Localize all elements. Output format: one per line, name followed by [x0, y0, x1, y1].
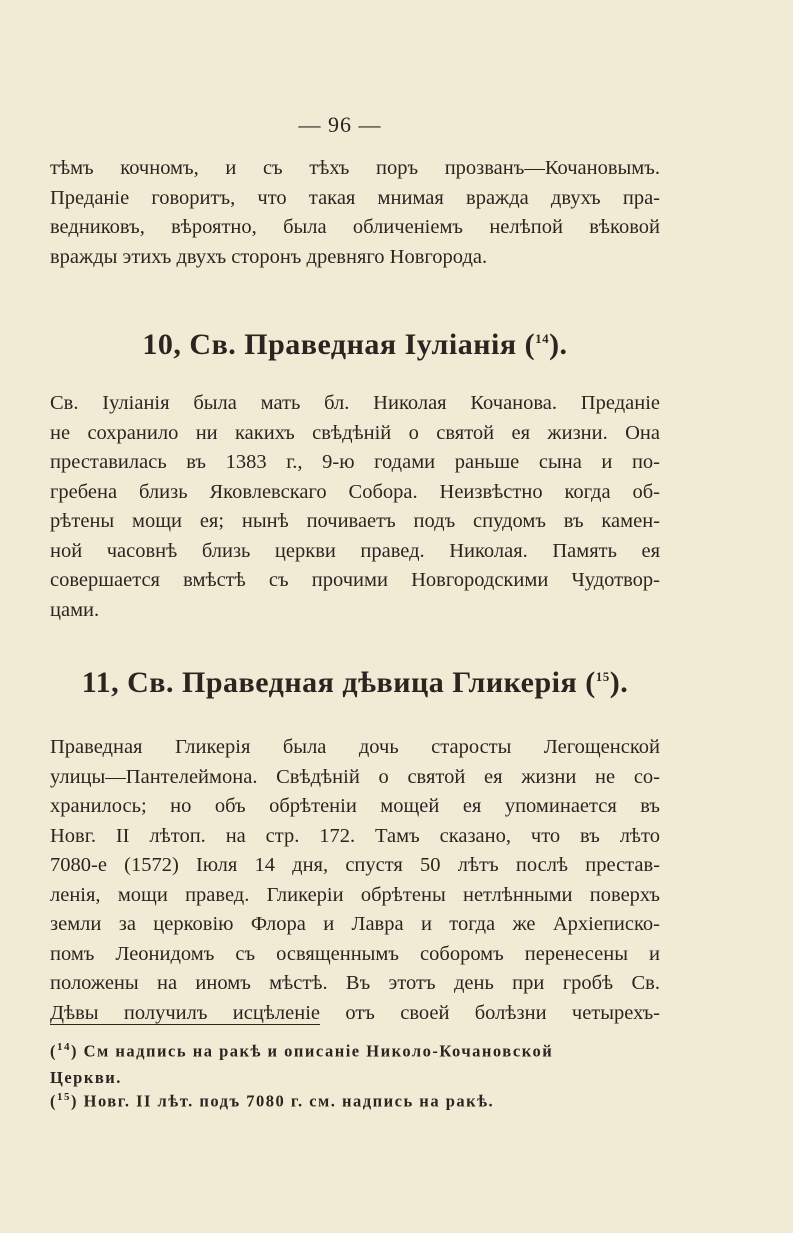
text-line: ведниковъ, вѣроятно, была обличеніемъ нелѣпой вѣковой: [50, 216, 660, 238]
heading-text-end: ).: [549, 328, 568, 361]
heading-text: 10, Св. Праведная Іуліанія (: [142, 328, 536, 361]
text-line: Преданіе говоритъ, что такая мнимая вражда двухъ пра-: [50, 186, 660, 209]
footnote-text-continued: Церкви.: [50, 1067, 122, 1087]
text-line: гребена близь Яковлевскаго Собора. Неизвѣстно когда об-: [50, 480, 660, 503]
text-line: совершается вмѣстѣ съ прочими Новгородскими Чудотвор-: [50, 569, 660, 591]
text-line: ленія, мощи правед. Гликеріи обрѣтены нетлѣнными поверхъ: [50, 883, 660, 906]
text-line: ной часовнѣ близь церкви правед. Николая. Память ея: [50, 539, 660, 562]
text-line: не сохранило ни какихъ свѣдѣній о святой ея жизни. Она: [50, 421, 660, 444]
text-line: рѣтены мощи ея; нынѣ почиваетъ подъ спудомъ въ камен-: [50, 510, 660, 532]
footnote-text: ) См надпись на ракѣ и описаніе Николо-Кочановской: [71, 1041, 554, 1061]
text-line: Праведная Гликерія была дочь старосты Легощенской: [50, 736, 660, 758]
footnote-text: ) Новг. II лѣт. подъ 7080 г. см. надпись на ракѣ.: [71, 1091, 495, 1111]
text-line: Дѣвы получилъ исцѣленіе отъ своей болѣзни четырехъ-: [50, 1001, 660, 1024]
text-line: Новг. II лѣтоп. на стр. 172. Тамъ сказано, что въ лѣто: [50, 824, 660, 847]
text-line: тѣмъ кочномъ, и съ тѣхъ поръ прозванъ—Кочановымъ.: [50, 157, 660, 179]
section-heading-11: [50, 666, 660, 700]
footnote-number: 14: [57, 1041, 71, 1053]
text-line: цами.: [50, 598, 100, 621]
footnote-15: ($^{15}$) Новг. II лѣт. подъ 7080 г. см. надпись на ракѣ.: [50, 1091, 495, 1111]
footnote-ref: 15: [595, 669, 610, 684]
intro-paragraph: [50, 154, 660, 272]
text-line: земли за церковію Флора и Лавра и тогда же Архіеписко-: [50, 913, 660, 935]
section-11-paragraph: [50, 733, 660, 1028]
heading-text-end: ).: [609, 666, 629, 699]
page-number: — 96 —: [298, 112, 382, 137]
text-line: вражды этихъ двухъ сторонъ древняго Новгорода.: [50, 245, 488, 268]
section-heading-10: [50, 328, 660, 362]
footnote-14: ($^{14}$) См надпись на ракѣ и описаніе Николо-Кочановской Церкви.: [50, 1034, 660, 1091]
text-line: положены на иномъ мѣстѣ. Въ этотъ день при гробѣ Св.: [50, 972, 660, 994]
text-line: хранилось; но объ обрѣтеніи мощей ея упоминается въ: [50, 795, 660, 817]
heading-text: 11, Св. Праведная дѣвица Гликерія (: [81, 666, 596, 699]
footnote-ref: 14: [535, 331, 550, 346]
footnote-number: 15: [57, 1091, 71, 1103]
text-line: помъ Леонидомъ съ освященнымъ соборомъ перенесены и: [50, 942, 660, 965]
text-line: преставилась въ 1383 г., 9-ю годами раньше сына и по-: [50, 451, 660, 473]
text-line: Св. Іуліанія была мать бл. Николая Кочанова. Преданіе: [50, 392, 660, 414]
footnote-divider: [50, 1024, 320, 1025]
text-line: улицы—Пантелеймона. Свѣдѣній о святой ея жизни не со-: [50, 765, 660, 788]
section-10-paragraph: [50, 389, 660, 625]
text-line: 7080-е (1572) Іюля 14 дня, спустя 50 лѣтъ послѣ престав-: [50, 854, 660, 876]
